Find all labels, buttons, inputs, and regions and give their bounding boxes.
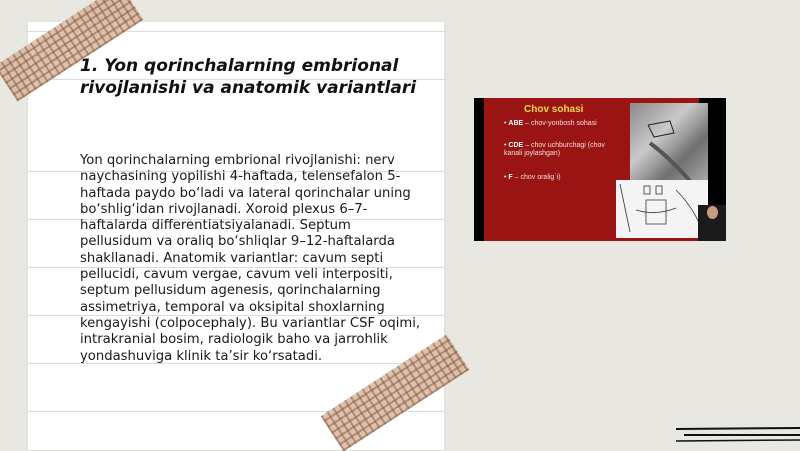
slide-bullet: • ABE – chov-yonbosh sohasi [504,120,597,127]
page-title: 1. Yon qorinchalarning embrional rivojlanishi va anatomik variantlari [80,56,417,98]
slide-bullet-key: CDE [508,142,524,149]
slide-bullet-key: ABE [508,120,524,127]
decorative-lines [676,425,800,445]
presenter-head [707,206,718,219]
slide-bullet-text: – chov uchburchagi (chov kanali joylashgan) [504,142,605,157]
anatomy-sketch [616,180,708,238]
slide-bullet-text: – chov oralig`i) [512,174,561,181]
sketch-lines [616,180,708,238]
xray-outline [630,103,708,181]
slide-bullet: • CDE – chov uchburchagi (chov kanali joylashgan) [504,142,605,157]
slide-title: Chov sohasi [524,104,584,115]
slide-bullet: • F – chov oralig`i) [504,174,561,181]
xray-image [630,103,708,181]
body-paragraph: Yon qorinchalarning embrional rivojlanishi: nerv naychasining yopilishi 4-haftada, telensefalon 5-haftada paydo bo‘ladi va lateral qorinchalar uning bo‘shlig‘idan rivojlanadi. Xoroid plexus 6–7-haftalarda differentiatsiyalanadi. Septum pellusidum va oraliq bo‘shliqlar 9–12-haftalarda shakllanadi. Anatomik variantlar: cavum septi pellucidi, cavum vergae, cavum veli interpositi, septum pellusidum agenesis, qorinchalarning assimetriya, temporal va oksipital shoxlarning kengayishi (colpocephaly). Bu variantlar CSF oqimi, intrakranial bosim, radiologik baho va jarrohlik yondashuviga klinik ta’sir ko‘rsatadi. [80,153,421,364]
slide-background [484,98,699,241]
slide-bullet-key: F [508,174,513,181]
slide-bullet-text: – chov-yonbosh sohasi [523,120,597,127]
slide-thumbnail [474,98,726,241]
